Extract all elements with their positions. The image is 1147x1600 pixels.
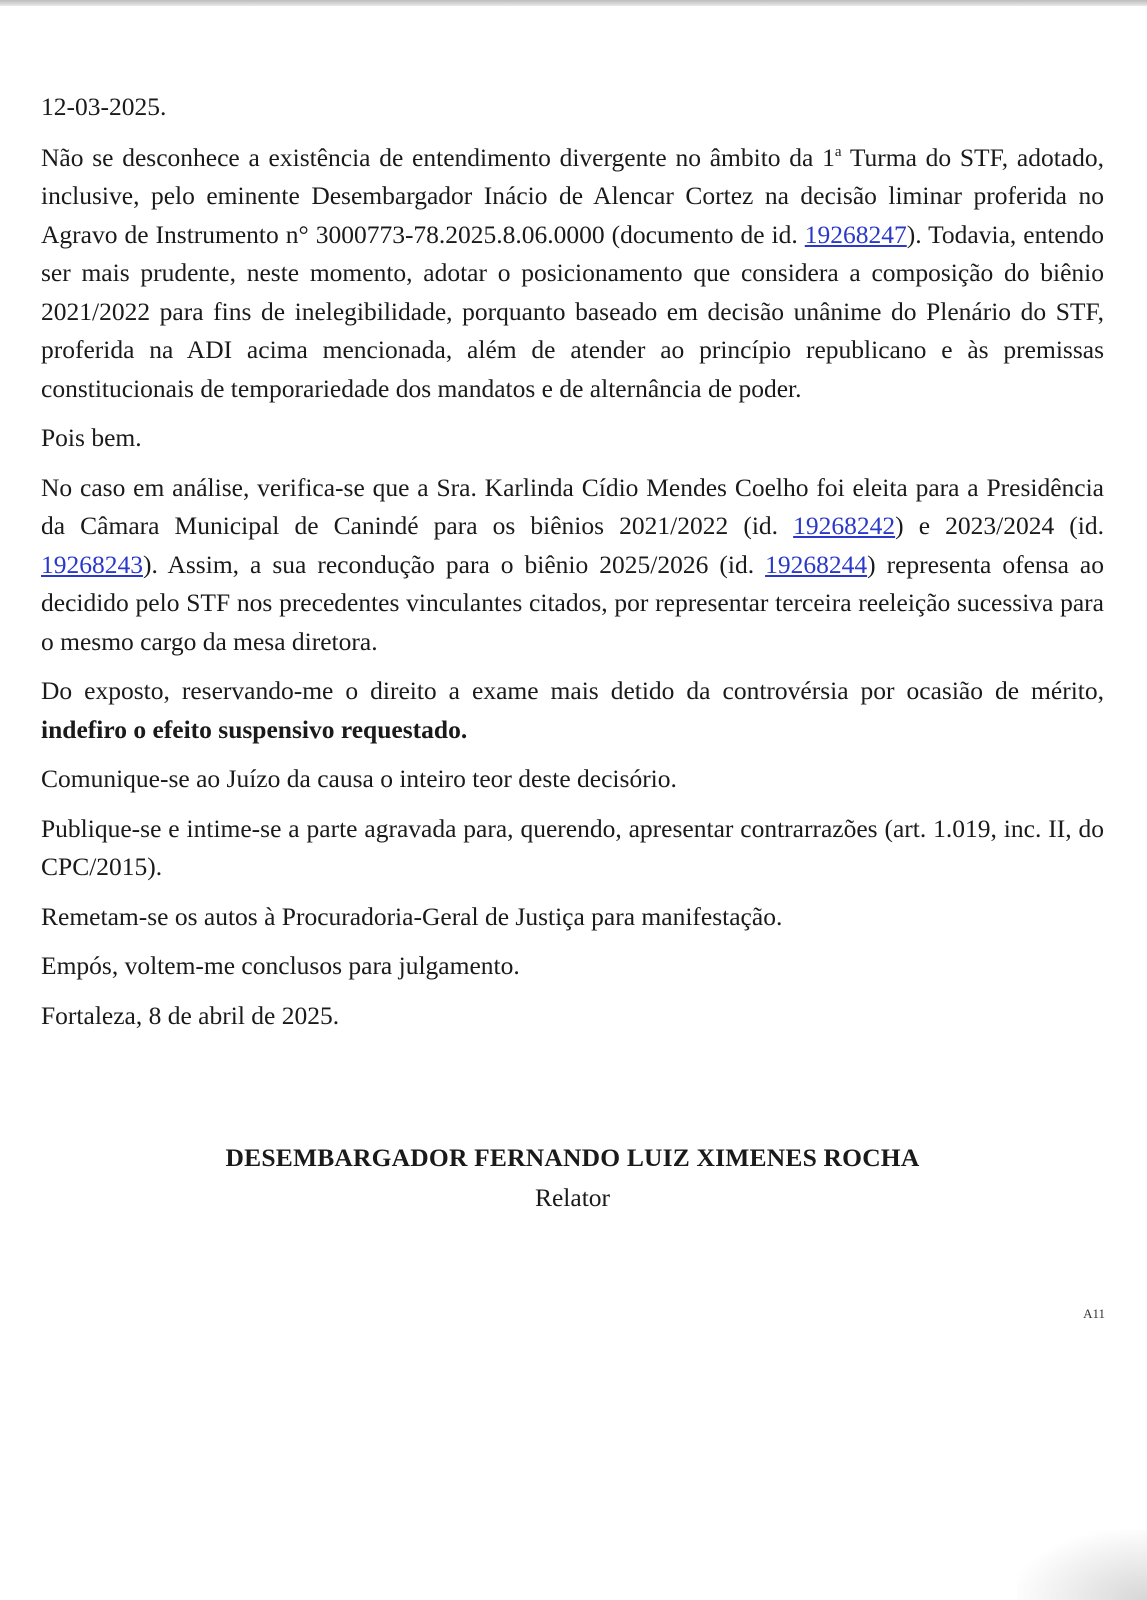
paragraph-pois-bem: Pois bem. [41,423,142,452]
document-id-link[interactable]: 19268242 [793,511,896,540]
place-date-line: Fortaleza, 8 de abril de 2025. [41,1000,340,1030]
paragraph-empos: Empós, voltem-me conclusos para julgamento. [41,951,520,980]
date-line: 12-03-2025. [41,92,167,121]
paragraph-comunique: Comunique-se ao Juízo da causa o inteiro teor deste decisório. [41,764,677,793]
decision-bold-text: indefiro o efeito suspensivo requestado. [41,714,468,744]
paragraph-remetam: Remetam-se os autos à Procuradoria-Geral de Justiça para manifestação. [41,901,783,931]
signer-role: Relator [534,1183,611,1212]
page-corner-shadow [1017,1530,1147,1600]
paragraph-text: ) e 2023/2024 (id. [895,511,1104,540]
document-body [41,88,1104,1046]
signature-block [41,1138,1104,1218]
paragraph-divergent-understanding [41,139,1104,409]
paragraph-text: Do exposto, reservando-me o direito a exame mais detido da controvérsia por ocasião de mérito, [41,676,1104,705]
signer-name: DESEMBARGADOR FERNANDO LUIZ XIMENES ROCHA [225,1143,920,1172]
paragraph-publique: Publique-se e intime-se a parte agravada para, querendo, apresentar contrarrazões (art. 1.019, inc. II, do CPC/2015). [41,813,1104,881]
paragraph-text: ). Assim, a sua recondução para o biênio 2025/2026 (id. [143,549,766,579]
paragraph-text: ). Todavia, entendo ser mais prudente, neste momento, adotar o posicionamento que considera a composição do biênio 2021/2022 para fins de inelegibilidade, porquanto baseado em decisão unânime do Plenário do STF, proferida na ADI acima mencionada, além de atender ao princípio republicano e às premissas constitucionais de temporariedade dos mandatos e de alternância de poder. [41,219,1104,403]
document-id-link[interactable]: 19268247 [804,219,907,249]
paragraph-text: Não se desconhece a existência de entendimento divergente no âmbito da 1 [41,142,835,172]
page-top-edge [0,0,1147,6]
paragraph-decision [41,672,1104,749]
ordinal-superscript: a [834,143,842,160]
paragraph-case-analysis [41,469,1104,662]
paragraph-text: ) representa ofensa ao decidido pelo STF nos precedentes vinculantes citados, por representar terceira reeleição sucessiva para o mesmo cargo da mesa diretora. [41,549,1104,656]
document-id-link[interactable]: 19268244 [765,549,868,579]
document-id-link[interactable]: 19268243 [41,549,143,579]
paragraph-text: Turma do STF, adotado, inclusive, pelo eminente Desembargador Inácio de Alencar Cortez na decisão liminar proferida no Agravo de Instrumento n° 3000773-78.2025.8.06.0000 (documento de id. [41,142,1104,249]
paragraph-text: No caso em análise, verifica-se que a Sra. Karlinda Cídio Mendes Coelho foi eleita para a Presidência da Câmara Municipal de Canindé para os biênios 2021/2022 (id. [41,472,1104,540]
page-code: A11 [1083,1306,1105,1321]
